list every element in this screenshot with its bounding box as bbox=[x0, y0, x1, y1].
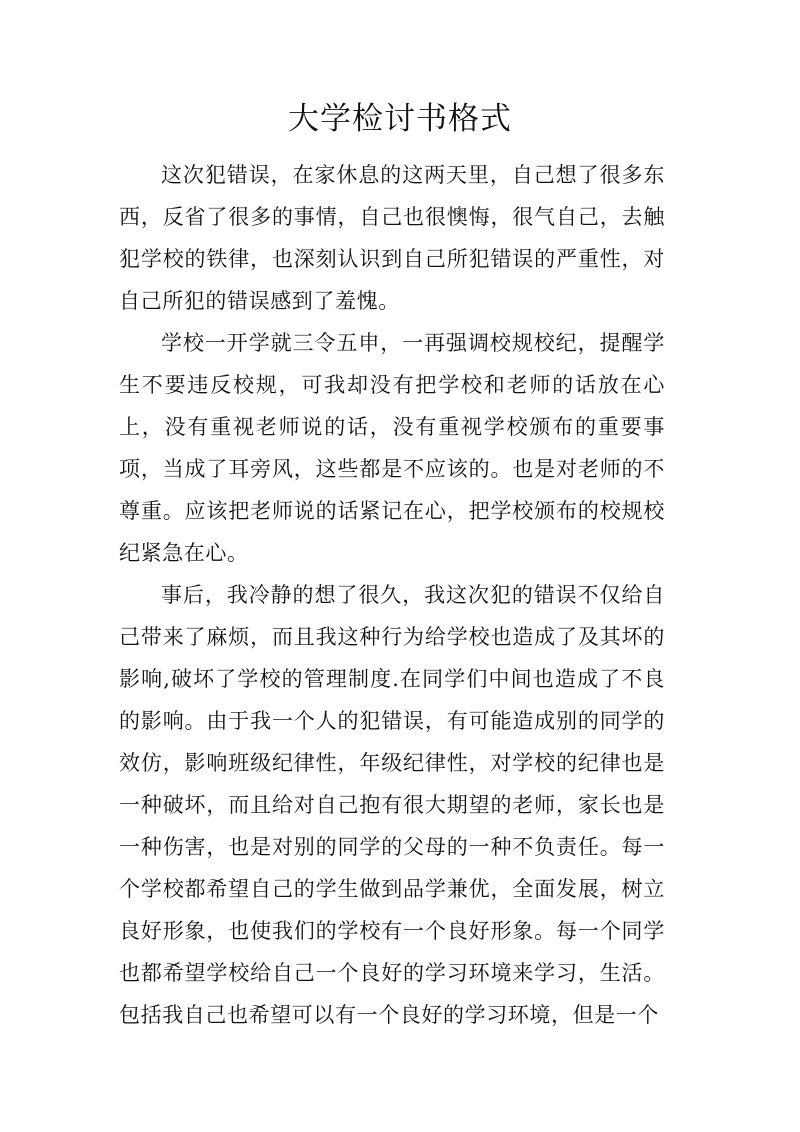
document-title: 大学检讨书格式 bbox=[288, 101, 512, 137]
paragraph-1: 这次犯错误，在家休息的这两天里，自己想了很多东西，反省了很多的事情，自己也很懊悔，很气自己，去触犯学校的铁律，也深刻认识到自己所犯错误的严重性，对自己所犯的错误感到了羞愧。 bbox=[119, 163, 665, 313]
document-body bbox=[119, 154, 665, 1036]
paragraph-3: 事后，我冷静的想了很久，我这次犯的错误不仅给自己带来了麻烦，而且我这种行为给学校也造成了及其坏的影响,破坏了学校的管理制度.在同学们中间也造成了不良的影响。由于我一个人的犯错误，有可能造成别的同学的效仿，影响班级纪律性，年级纪律性，对学校的纪律也是一种破坏，而且给对自己抱有很大期望的老师，家长也是一种伤害，也是对别的同学的父母的一种不负责任。每一个学校都希望自己的学生做到品学兼优，全面发展，树立良好形象，也使我们的学校有一个良好形象。每一个同学也都希望学校给自己一个良好的学习环境来学习，生活。包括我自己也希望可以有一个良好的学习环境，但是一个 bbox=[119, 583, 665, 1027]
paragraph-2: 学校一开学就三令五申，一再强调校规校纪，提醒学生不要违反校规，可我却没有把学校和老师的话放在心上，没有重视老师说的话，没有重视学校颁布的重要事项，当成了耳旁风，这些都是不应该的。也是对老师的不尊重。应该把老师说的话紧记在心，把学校颁布的校规校纪紧急在心。 bbox=[119, 331, 665, 565]
